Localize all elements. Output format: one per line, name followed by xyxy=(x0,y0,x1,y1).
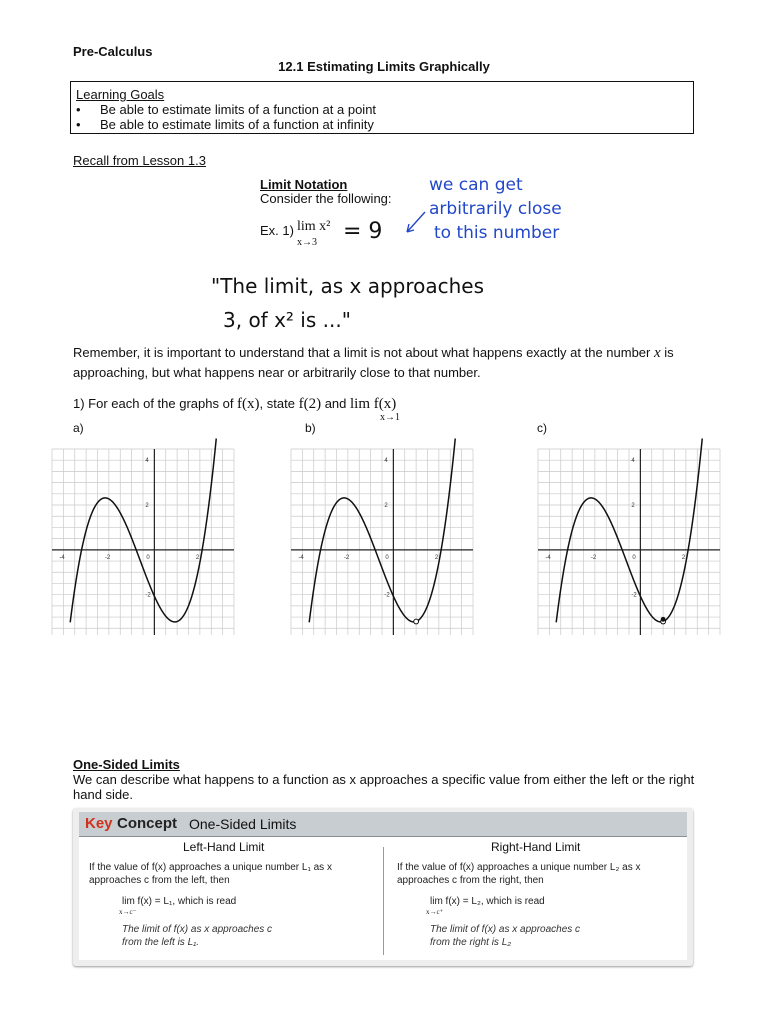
right-hand-limit-subscript: x→c⁺ xyxy=(426,908,444,916)
learning-goal-item: • Be able to estimate limits of a function at infinity xyxy=(76,117,374,132)
learning-goals-heading: Learning Goals xyxy=(76,87,165,102)
x-tick-label: -2 xyxy=(343,554,350,561)
course-title: Pre-Calculus xyxy=(73,44,153,59)
right-hand-text: If the value of f(x) approaches a unique number L₂ as x approaches c from the right, then xyxy=(397,862,641,886)
y-tick-label: 2 xyxy=(384,503,388,510)
left-hand-limit: lim f(x) = L₁, which is read xyxy=(122,896,237,907)
x-tick-label: 2 xyxy=(681,554,686,561)
y-tick-label: 2 xyxy=(631,503,635,510)
x-tick-label: -4 xyxy=(59,554,65,561)
left-hand-text: If the value of f(x) approaches a unique number L₁ as x approaches c from the left, then xyxy=(89,862,332,886)
key-concept-box xyxy=(73,808,693,966)
x-tick-label: -4 xyxy=(298,554,304,561)
x-tick-label: -2 xyxy=(590,554,597,561)
example-limit: lim x² xyxy=(297,219,331,234)
y-tick-label: 2 xyxy=(145,503,149,510)
example-limit-subscript: x→3 xyxy=(297,237,317,248)
handwritten-note-line: arbitrarily close xyxy=(429,199,562,219)
x-tick-label: 0 xyxy=(632,554,636,561)
x-tick-label: 0 xyxy=(146,554,150,561)
question-limit-subscript: x→1 xyxy=(380,412,400,423)
learning-goal-item: • Be able to estimate limits of a function at a point xyxy=(76,102,377,117)
left-hand-title: Left-Hand Limit xyxy=(183,840,265,854)
key-concept-topic: One-Sided Limits xyxy=(189,816,297,832)
handwritten-quote-line: "The limit, as x approaches xyxy=(211,274,485,298)
key-concept-key: Key xyxy=(85,815,113,832)
key-concept-body xyxy=(79,837,687,960)
x-tick-label: 2 xyxy=(434,554,439,561)
limit-notation-subtitle: Consider the following: xyxy=(260,191,392,206)
y-tick-label: -2 xyxy=(145,592,151,599)
left-hand-reading-2: from the left is L₁. xyxy=(122,937,200,948)
question-1: 1) For each of the graphs of f(x), state f(2) and lim f(x) xyxy=(73,396,397,412)
graph-c xyxy=(538,449,720,635)
graph-label-c: c) xyxy=(537,421,547,435)
graph-a xyxy=(52,449,234,635)
key-concept-header xyxy=(79,812,687,837)
right-hand-reading-2: from the right is L₂ xyxy=(430,937,512,948)
limit-notation-title: Limit Notation xyxy=(260,177,348,192)
handwritten-answer: = 9 xyxy=(343,219,383,244)
x-tick-label: -4 xyxy=(545,554,551,561)
y-tick-label: 4 xyxy=(384,458,388,465)
y-tick-label: -2 xyxy=(384,592,390,599)
graph-label-a: a) xyxy=(73,421,84,435)
handwritten-quote-line: 3, of x² is ..." xyxy=(223,308,351,332)
one-sided-description: We can describe what happens to a function as x approaches a specific value from either the left or the right hand side. xyxy=(73,772,695,802)
left-hand-limit-subscript: x→c⁻ xyxy=(119,908,137,916)
filled-point xyxy=(661,617,666,622)
handwritten-note-line: to this number xyxy=(434,223,560,243)
key-concept-concept: Concept xyxy=(117,815,177,832)
recall-heading: Recall from Lesson 1.3 xyxy=(73,153,206,168)
graph-b xyxy=(291,449,473,635)
y-tick-label: 4 xyxy=(145,458,149,465)
example-label: Ex. 1) xyxy=(260,223,294,238)
y-tick-label: 4 xyxy=(631,458,635,465)
one-sided-title: One-Sided Limits xyxy=(73,757,180,772)
learning-goals-box xyxy=(70,81,694,134)
x-tick-label: -2 xyxy=(104,554,111,561)
left-hand-reading-1: The limit of f(x) as x approaches c xyxy=(122,924,273,935)
x-tick-label: 0 xyxy=(385,554,389,561)
right-hand-title: Right-Hand Limit xyxy=(491,840,581,854)
handwritten-note-line: we can get xyxy=(429,175,523,195)
column-divider xyxy=(383,847,384,955)
right-hand-limit: lim f(x) = L₂, which is read xyxy=(430,896,545,907)
y-tick-label: -2 xyxy=(631,592,637,599)
graph-label-b: b) xyxy=(305,421,316,435)
open-circle-hole xyxy=(414,619,419,624)
right-hand-reading-1: The limit of f(x) as x approaches c xyxy=(430,924,581,935)
x-tick-label: 2 xyxy=(195,554,200,561)
limit-explanation: Remember, it is important to understand that a limit is not about what happens exactly at the number x is approaching, but what happens near or arbitrarily close to that number. xyxy=(73,345,674,380)
lesson-title: 12.1 Estimating Limits Graphically xyxy=(278,59,490,74)
